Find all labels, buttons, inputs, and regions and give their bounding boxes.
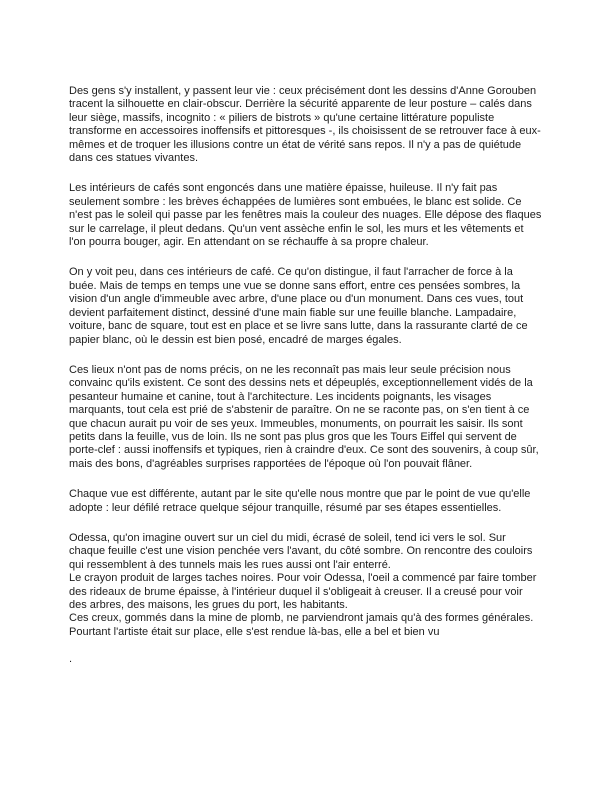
paragraph-5: Chaque vue est différente, autant par le site qu'elle nous montre que par le point de vue qu'elle adopte : leur défilé retrace quelque séjour tranquille, résumé par ses étapes essentielles.	[69, 488, 531, 514]
paragraph-8-creux: Ces creux, gommés dans la mine de plomb, ne parviendront jamais qu'à des formes générales. Pourtant l'artiste était sur place, elle s'est rendue là-bas, elle a bel et bien vu	[69, 612, 534, 638]
paragraph-4: Ces lieux n'ont pas de noms précis, on ne les reconnaît pas mais leur seule précision nous convainc qu'ils existent. Ce sont des dessins nets et dépeuplés, exceptionnellement vidés de la pesanteur humaine et canine, tout à l'architecture. Les incidents poignants, les visages marquants, tout cela est prié de s'abstenir de paraître. On ne se raconte pas, on s'en tient à ce que chacun aurait pu voir de ses yeux. Immeubles, monuments, on pourrait les saisir. Ils sont petits dans la feuille, vus de loin. Ils ne sont pas plus gros que les Tours Eiffel qui servent de porte-clef : aussi inoffensifs et typiques, rien à craindre d'eux. Ce sont des souvenirs, à coup sûr, mais des bons, d'agréables surprises rapportées de l'époque où l'on pouvait flâner.	[69, 363, 539, 470]
paragraph-3: On y voit peu, dans ces intérieurs de café. Ce qu'on distingue, il faut l'arracher de force à la buée. Mais de temps en temps une vue se donne sans effort, entre ces pensées sombres, la vision d'un angle d'immeuble avec arbre, d'une place ou d'un monument. Dans ces vues, tout devient parfaitement distinct, dessiné d'une main fiable sur une feuille blanche. Lampadaire, voiture, banc de square, tout est en place et se livre sans lutte, dans la rassurante clarté de ce papier blanc, où le dessin est bien posé, encadré de marges égales.	[69, 266, 528, 346]
paragraph-6-odessa: Odessa, qu'on imagine ouvert sur un ciel du midi, écrasé de soleil, tend ici vers le sol. Sur chaque feuille c'est une vision penchée vers l'avant, du côté sombre. On rencontre des couloirs qui ressemblent à des tunnels mais les rues aussi ont l'air enterré.	[69, 531, 533, 571]
text-block	[69, 85, 543, 667]
paragraph-7-crayon: Le crayon produit de larges taches noires. Pour voir Odessa, l'oeil a commencé par faire tomber des rideaux de brume épaisse, à l'intérieur duquel il s'obligeait à creuser. Il a creusé pour voir des arbres, des maisons, les grues du port, les habitants.	[69, 572, 537, 611]
paragraph-2: Les intérieurs de cafés sont engoncés dans une matière épaisse, huileuse. Il n'y fait pas seulement sombre : les brèves échappées de lumières sont embuées, le blanc est solide. Ce n'est pas le soleil qui passe par les fenêtres mais la couleur des nuages. Elle dépose des flaques sur le carrelage, il pleut dedans. Qu'un vent assèche enfin le sol, les murs et les vêtements et l'on pourra bouger, agir. En attendant on se réchauffe à sa propre chaleur.	[69, 182, 542, 249]
paragraph-1: Des gens s'y installent, y passent leur vie : ceux précisément dont les dessins d'Anne Gorouben tracent la silhouette en clair-obscur. Derrière la sécurité apparente de leur posture – calés dans leur siège, massifs, incognito : « piliers de bistrots » qu'une certaine littérature populiste transforme en accessoires inoffensifs et pittoresques -, ils choisissent de se retrouver face à eux-mêmes et de troquer les illusions contre un état de vérité sans repos. Il n'y a pas de quiétude dans ces statues vivantes.	[69, 85, 541, 165]
trailing-period: .	[69, 653, 73, 666]
